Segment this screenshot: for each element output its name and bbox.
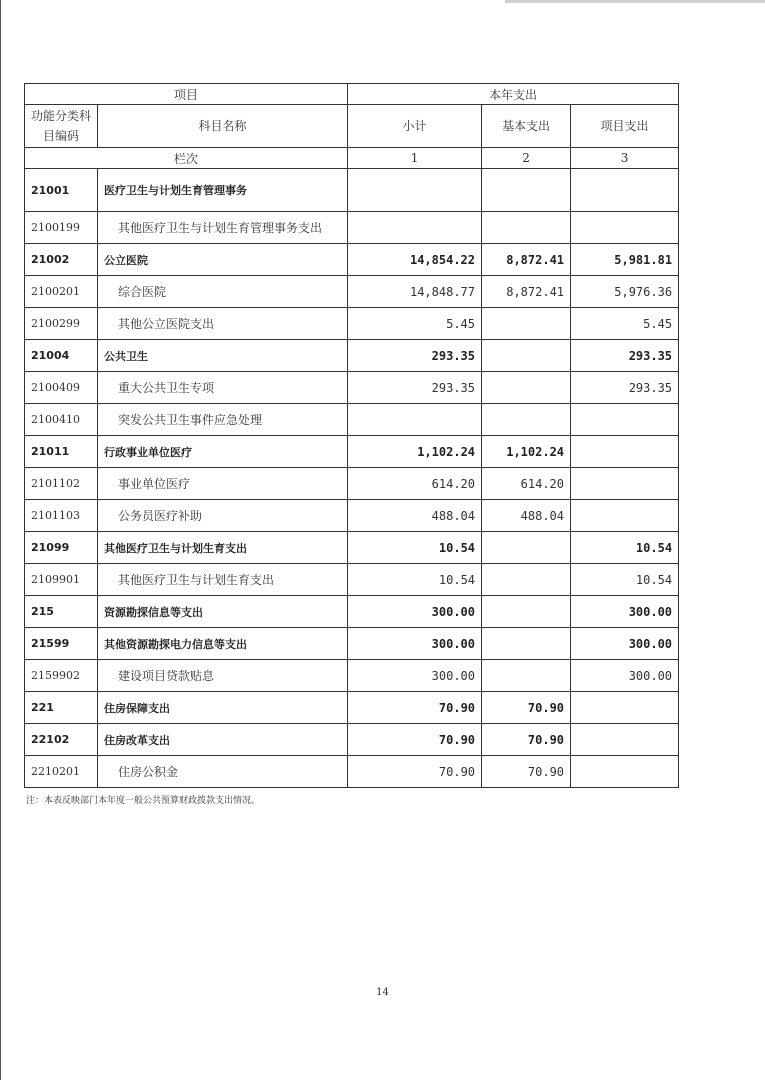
row-code: 21599	[25, 628, 98, 660]
row-subject-name: 公共卫生	[98, 340, 348, 372]
table-row	[25, 756, 679, 788]
row-subtotal: 5.45	[348, 308, 482, 340]
row-basic	[482, 212, 571, 244]
table-row	[25, 372, 679, 404]
row-subject-name: 住房保障支出	[98, 692, 348, 724]
row-subject-name: 其他公立医院支出	[98, 308, 348, 340]
row-code: 2109901	[25, 564, 98, 596]
row-subtotal: 293.35	[348, 340, 482, 372]
row-project: 10.54	[571, 532, 679, 564]
row-subject-name: 公务员医疗补助	[98, 500, 348, 532]
table-row	[25, 468, 679, 500]
table-row	[25, 532, 679, 564]
row-subject-name: 事业单位医疗	[98, 468, 348, 500]
header-basic: 基本支出	[482, 105, 571, 148]
header-subtotal: 小计	[348, 105, 482, 148]
table-row	[25, 404, 679, 436]
row-subtotal	[348, 169, 482, 212]
row-basic	[482, 532, 571, 564]
row-code: 2159902	[25, 660, 98, 692]
table-row	[25, 692, 679, 724]
row-basic	[482, 372, 571, 404]
header-col3: 3	[571, 148, 679, 169]
header-row-2	[25, 105, 679, 148]
table-row	[25, 212, 679, 244]
header-item: 项目	[25, 84, 348, 105]
row-subject-name: 综合医院	[98, 276, 348, 308]
row-subtotal: 300.00	[348, 628, 482, 660]
row-code: 215	[25, 596, 98, 628]
row-project	[571, 692, 679, 724]
header-func-code	[25, 105, 98, 148]
table-row	[25, 660, 679, 692]
row-code: 21002	[25, 244, 98, 276]
table-row	[25, 628, 679, 660]
page-shadow	[505, 0, 765, 3]
header-column-no: 栏次	[25, 148, 348, 169]
header-col1: 1	[348, 148, 482, 169]
row-code: 21011	[25, 436, 98, 468]
row-project: 300.00	[571, 628, 679, 660]
table-row	[25, 340, 679, 372]
row-subject-name: 医疗卫生与计划生育管理事务	[98, 169, 348, 212]
row-code: 22102	[25, 724, 98, 756]
table-row	[25, 308, 679, 340]
row-code: 21004	[25, 340, 98, 372]
row-basic: 70.90	[482, 756, 571, 788]
page-edge	[0, 0, 1, 1080]
row-code: 2100409	[25, 372, 98, 404]
row-subtotal: 70.90	[348, 756, 482, 788]
row-project: 300.00	[571, 660, 679, 692]
header-subject-name: 科目名称	[98, 105, 348, 148]
row-subtotal: 10.54	[348, 564, 482, 596]
table-row	[25, 169, 679, 212]
row-code: 221	[25, 692, 98, 724]
row-subtotal: 14,848.77	[348, 276, 482, 308]
row-basic: 1,102.24	[482, 436, 571, 468]
row-project	[571, 169, 679, 212]
row-basic: 614.20	[482, 468, 571, 500]
row-basic	[482, 564, 571, 596]
row-subtotal: 70.90	[348, 724, 482, 756]
row-project: 300.00	[571, 596, 679, 628]
row-project	[571, 500, 679, 532]
row-subtotal: 10.54	[348, 532, 482, 564]
row-project	[571, 404, 679, 436]
row-subtotal	[348, 212, 482, 244]
row-subtotal: 300.00	[348, 596, 482, 628]
header-project: 项目支出	[571, 105, 679, 148]
table-row	[25, 564, 679, 596]
row-project: 5,976.36	[571, 276, 679, 308]
header-row-3	[25, 148, 679, 169]
row-project	[571, 724, 679, 756]
row-code: 21099	[25, 532, 98, 564]
header-row-1	[25, 84, 679, 105]
row-basic	[482, 308, 571, 340]
row-project: 293.35	[571, 372, 679, 404]
table-row	[25, 276, 679, 308]
header-func-code-text: 功能分类科目编码	[31, 109, 92, 143]
row-basic: 8,872.41	[482, 276, 571, 308]
header-col2: 2	[482, 148, 571, 169]
row-subtotal	[348, 404, 482, 436]
row-basic	[482, 169, 571, 212]
row-basic: 488.04	[482, 500, 571, 532]
table-row	[25, 596, 679, 628]
row-project	[571, 436, 679, 468]
row-basic	[482, 404, 571, 436]
row-subtotal: 14,854.22	[348, 244, 482, 276]
row-subject-name: 其他医疗卫生与计划生育支出	[98, 532, 348, 564]
row-subtotal: 1,102.24	[348, 436, 482, 468]
row-basic	[482, 628, 571, 660]
row-project	[571, 756, 679, 788]
expenditure-table	[24, 83, 679, 788]
table-row	[25, 724, 679, 756]
row-code: 21001	[25, 169, 98, 212]
row-subject-name: 住房改革支出	[98, 724, 348, 756]
row-subject-name: 其他资源勘探电力信息等支出	[98, 628, 348, 660]
row-project: 10.54	[571, 564, 679, 596]
table-row	[25, 436, 679, 468]
row-subject-name: 其他医疗卫生与计划生育支出	[98, 564, 348, 596]
row-code: 2100199	[25, 212, 98, 244]
table-note: 注：本表反映部门本年度一般公共预算财政拨款支出情况。	[26, 796, 261, 806]
page-number: 14	[376, 987, 389, 998]
row-code: 2210201	[25, 756, 98, 788]
row-subject-name: 突发公共卫生事件应急处理	[98, 404, 348, 436]
row-basic: 70.90	[482, 692, 571, 724]
row-code: 2100410	[25, 404, 98, 436]
row-subject-name: 资源勘探信息等支出	[98, 596, 348, 628]
row-subtotal: 488.04	[348, 500, 482, 532]
row-basic	[482, 660, 571, 692]
row-subtotal: 300.00	[348, 660, 482, 692]
row-project	[571, 468, 679, 500]
row-project: 293.35	[571, 340, 679, 372]
row-code: 2100201	[25, 276, 98, 308]
table-row	[25, 500, 679, 532]
row-code: 2101102	[25, 468, 98, 500]
row-subject-name: 其他医疗卫生与计划生育管理事务支出	[98, 212, 348, 244]
row-subtotal: 293.35	[348, 372, 482, 404]
row-subject-name: 建设项目贷款贴息	[98, 660, 348, 692]
row-subject-name: 住房公积金	[98, 756, 348, 788]
row-code: 2101103	[25, 500, 98, 532]
row-project: 5.45	[571, 308, 679, 340]
header-year-expense: 本年支出	[348, 84, 679, 105]
row-subtotal: 614.20	[348, 468, 482, 500]
row-basic	[482, 596, 571, 628]
row-project: 5,981.81	[571, 244, 679, 276]
row-project	[571, 212, 679, 244]
row-basic: 8,872.41	[482, 244, 571, 276]
row-subject-name: 行政事业单位医疗	[98, 436, 348, 468]
row-basic: 70.90	[482, 724, 571, 756]
row-subject-name: 重大公共卫生专项	[98, 372, 348, 404]
row-subject-name: 公立医院	[98, 244, 348, 276]
row-subtotal: 70.90	[348, 692, 482, 724]
row-code: 2100299	[25, 308, 98, 340]
table-row	[25, 244, 679, 276]
row-basic	[482, 340, 571, 372]
